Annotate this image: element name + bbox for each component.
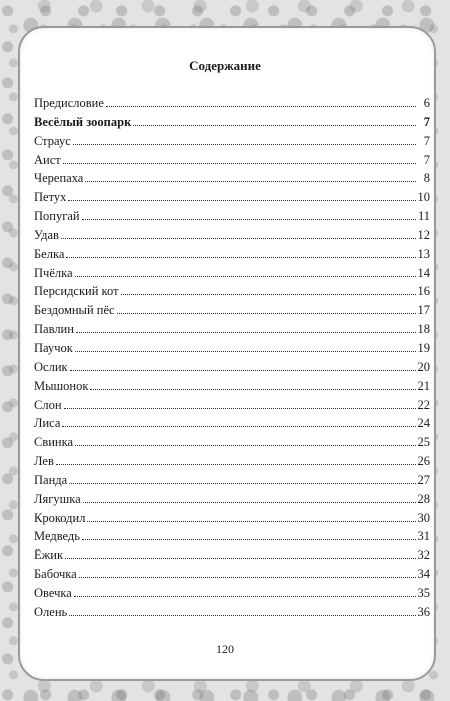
toc-entry-label: Павлин xyxy=(34,322,74,337)
toc-entry-label: Бабочка xyxy=(34,567,77,582)
toc-entry xyxy=(34,414,430,433)
toc-entry xyxy=(34,320,430,339)
dot-leader xyxy=(106,106,416,107)
toc-entry xyxy=(34,603,430,622)
toc-entry xyxy=(34,471,430,490)
toc-entry-label: Овечка xyxy=(34,585,72,600)
toc-entry-page: 22 xyxy=(417,397,430,412)
dot-leader xyxy=(65,558,415,559)
toc-entry-label: Паучок xyxy=(34,340,73,355)
toc-entry-page: 32 xyxy=(417,548,430,563)
dot-leader xyxy=(76,332,416,333)
toc-entry-label: Весёлый зоопарк xyxy=(34,114,132,129)
toc-entry-label: Медведь xyxy=(34,529,80,544)
toc-entry-page: 27 xyxy=(417,472,430,487)
toc-entry-page: 20 xyxy=(417,359,430,374)
toc-entry-label: Лягушка xyxy=(34,491,81,506)
toc-entry-page: 18 xyxy=(417,322,430,337)
toc-entry-label: Предисловие xyxy=(34,96,104,110)
dot-leader xyxy=(64,408,416,409)
toc-entry-page: 7 xyxy=(423,152,430,167)
dot-leader xyxy=(69,615,415,616)
toc-entry-label: Петух xyxy=(34,190,67,205)
toc-entry-page: 24 xyxy=(417,416,430,431)
toc-entry-label: Бездомный пёс xyxy=(34,303,115,318)
toc-entry-label: Крокодил xyxy=(34,510,86,525)
dot-leader xyxy=(70,370,416,371)
dot-leader xyxy=(75,351,416,352)
toc-entry xyxy=(34,339,430,358)
toc-entry-page: 35 xyxy=(417,585,430,600)
toc-entry-page: 8 xyxy=(423,171,430,186)
dot-leader xyxy=(79,577,416,578)
toc-entry xyxy=(34,452,430,471)
toc-section-heading xyxy=(34,113,430,132)
toc-entry-page: 11 xyxy=(417,209,430,224)
toc-entry xyxy=(34,188,430,207)
dot-leader xyxy=(85,181,416,182)
toc-entry xyxy=(34,396,430,415)
toc-entry-label: Аист xyxy=(34,152,61,167)
toc-entry-label: Олень xyxy=(34,604,68,619)
dot-leader xyxy=(121,294,416,295)
toc-entry-label: Слон xyxy=(34,397,62,412)
toc-entry-label: Панда xyxy=(34,472,68,487)
dot-leader xyxy=(69,483,415,484)
toc-entry xyxy=(34,565,430,584)
toc-entry xyxy=(34,226,430,245)
toc-entry xyxy=(34,433,430,452)
toc-entry-label: Пчёлка xyxy=(34,265,73,280)
dot-leader xyxy=(66,257,415,258)
dot-leader xyxy=(61,238,416,239)
toc-entry-page: 10 xyxy=(417,190,430,205)
toc-entry-page: 16 xyxy=(417,284,430,299)
toc-entry-label: Свинка xyxy=(34,435,74,450)
dot-leader xyxy=(63,163,416,164)
toc-entry-label: Страус xyxy=(34,133,71,148)
dot-leader xyxy=(133,125,416,126)
dot-leader xyxy=(117,313,416,314)
toc-entry xyxy=(34,490,430,509)
toc-entry-label: Попугай xyxy=(34,209,80,224)
toc-entry-label: Ослик xyxy=(34,359,68,374)
page-number: 120 xyxy=(216,642,234,656)
toc-entry xyxy=(34,94,430,113)
dot-leader xyxy=(75,445,415,446)
toc-entry xyxy=(34,151,430,170)
toc-entry xyxy=(34,264,430,283)
toc-entry-page: 26 xyxy=(417,454,430,469)
toc-entry-page: 17 xyxy=(417,303,430,318)
toc-entry xyxy=(34,377,430,396)
dot-leader xyxy=(87,521,415,522)
toc-entry-label: Белка xyxy=(34,246,65,261)
dot-leader xyxy=(90,389,415,390)
toc-entry-page: 36 xyxy=(417,604,430,619)
toc-entry-page: 12 xyxy=(417,227,430,242)
toc-entry-label: Лев xyxy=(34,454,54,469)
toc-entry xyxy=(34,358,430,377)
toc-entry-label: Удав xyxy=(34,227,59,242)
toc-entry-page: 7 xyxy=(423,133,430,148)
dot-leader xyxy=(74,596,416,597)
toc-entry xyxy=(34,527,430,546)
toc-entry xyxy=(34,169,430,188)
toc-entry-label: Персидский кот xyxy=(34,284,119,299)
toc-entry-page: 14 xyxy=(417,265,430,280)
toc-entry-label: Ёжик xyxy=(34,548,64,563)
dot-leader xyxy=(73,144,416,145)
toc-entry xyxy=(34,245,430,264)
toc-entry xyxy=(34,132,430,151)
toc-entry-label: Лиса xyxy=(34,416,61,431)
toc-entry-page: 25 xyxy=(417,435,430,450)
toc-entry xyxy=(34,207,430,226)
toc-entry-page: 28 xyxy=(417,491,430,506)
toc-entry xyxy=(34,584,430,603)
toc-entry-page: 6 xyxy=(423,96,430,110)
toc-entry-page: 7 xyxy=(423,114,430,129)
toc-title: Содержание xyxy=(189,58,261,73)
toc-entry-page: 21 xyxy=(417,378,430,393)
dot-leader xyxy=(56,464,416,465)
dot-leader xyxy=(82,219,416,220)
toc-entry-page: 19 xyxy=(417,340,430,355)
toc-entry-label: Черепаха xyxy=(34,171,84,186)
toc-entry-label: Мышонок xyxy=(34,378,89,393)
dot-leader xyxy=(82,539,416,540)
toc-entry xyxy=(34,546,430,565)
dot-leader xyxy=(83,502,416,503)
dot-leader xyxy=(75,276,416,277)
toc-list xyxy=(34,94,430,622)
toc-entry xyxy=(34,509,430,528)
dot-leader xyxy=(68,200,415,201)
toc-entry xyxy=(34,282,430,301)
toc-entry-page: 13 xyxy=(417,246,430,261)
toc-entry xyxy=(34,301,430,320)
toc-entry-page: 31 xyxy=(417,529,430,544)
toc-entry-page: 30 xyxy=(417,510,430,525)
toc-entry-page: 34 xyxy=(417,567,430,582)
dot-leader xyxy=(62,426,415,427)
